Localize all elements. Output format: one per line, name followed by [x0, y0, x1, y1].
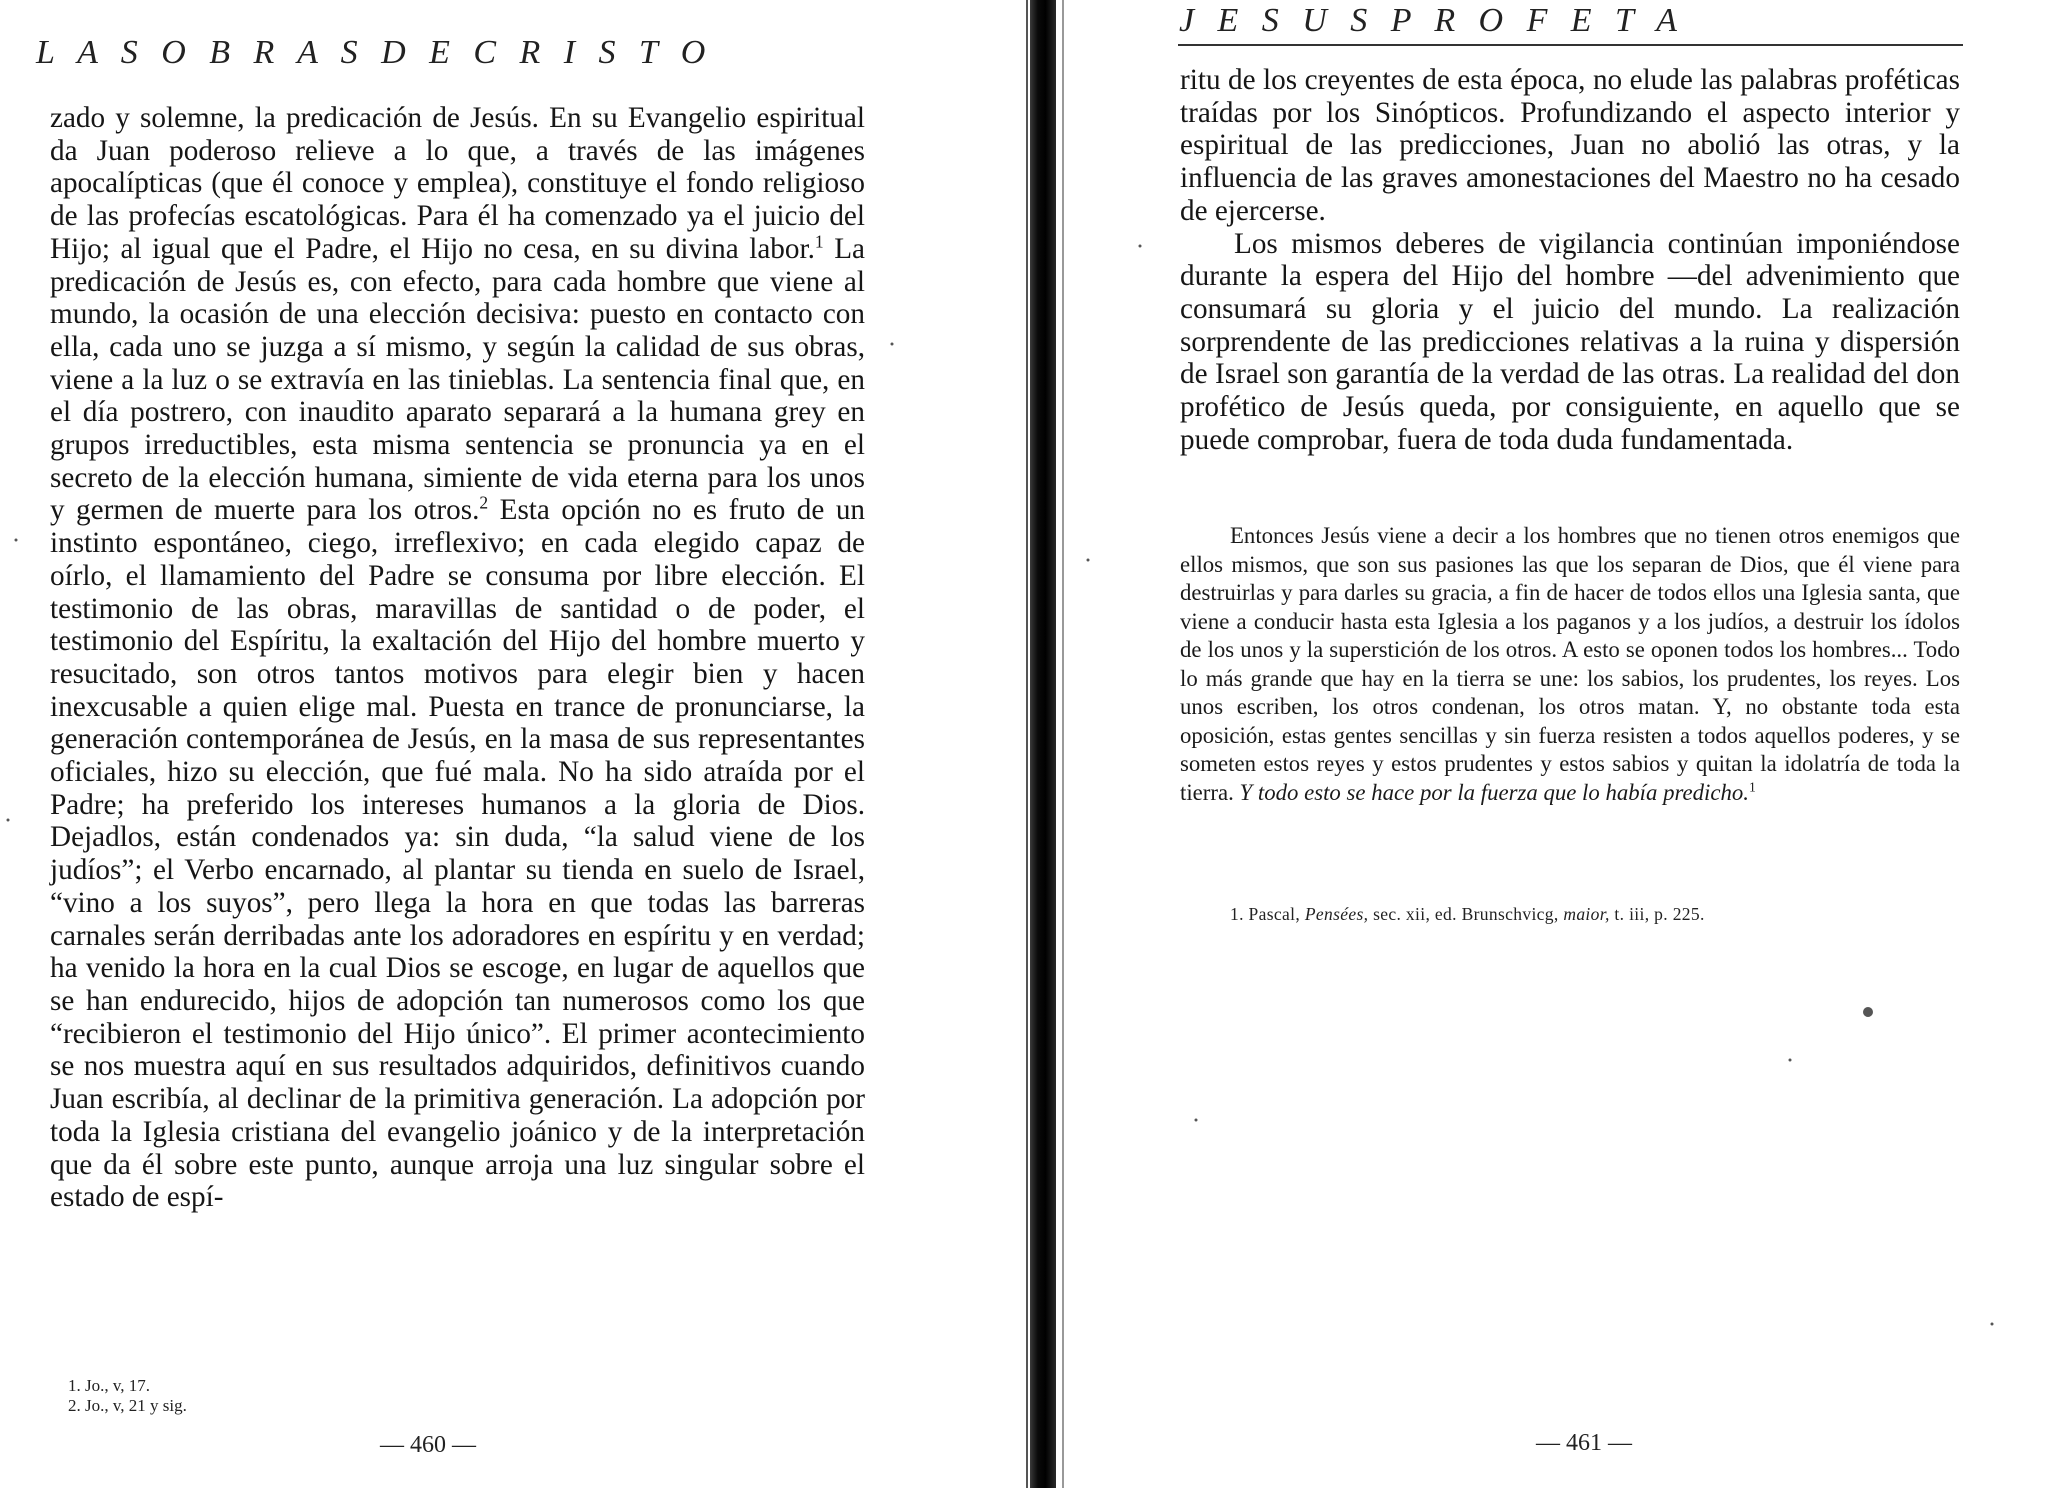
footnote-ref: 1 — [1749, 778, 1756, 794]
page-number-left: — 460 — — [380, 1432, 476, 1458]
footnote-right — [1230, 904, 1705, 924]
paragraph: Los mismos deberes de vigilancia continúan imponiéndose durante la espera del Hijo del hombre —del advenimiento que consumará su gloria y el juicio del mundo. La realización sorprendente de las predicciones relativas a la ruina y dispersión de Israel son garantía de la verdad de las otras. La realidad del don profético de Jesús queda, por consiguiente, en aquello que se puede comprobar, fuera de toda duda fundamentada. — [1180, 227, 1960, 456]
footnote-ref: 1 — [814, 231, 824, 252]
pascal-quotation — [1180, 522, 1960, 807]
paragraph — [50, 102, 865, 1214]
footnote-text: t. iii, p. 225. — [1609, 904, 1705, 924]
footnote-italic: maior, — [1563, 904, 1610, 924]
gutter-shadow — [1030, 0, 1056, 1488]
text-run: zado y solemne, la predicación de Jesús. En su Evangelio espiritual da Juan poderoso relieve a lo que, a través de las imágenes apocalípticas (que él conoce y emplea), constituye el fondo religioso de las profecías escatológicas. Para él ha comenzado ya el juicio del Hijo; al igual que el Padre, el Hijo no cesa, en su divina labor. — [50, 102, 865, 265]
page-edge — [1026, 0, 1028, 1488]
quotation-paragraph — [1180, 522, 1960, 807]
footnote-work-title: Pensées, — [1304, 904, 1369, 924]
page-edge — [1062, 0, 1064, 1488]
footnote: 2. Jo., v, 21 y sig. — [68, 1396, 187, 1415]
running-head-right: J E S U S P R O F E T A — [1179, 2, 1678, 39]
running-head-left: L A S O B R A S D E C R I S T O — [36, 34, 706, 71]
right-body-text — [1180, 64, 1960, 456]
book-gutter — [1022, 0, 1070, 1488]
footnotes-left — [68, 1376, 187, 1416]
left-body-text — [50, 102, 865, 1214]
quotation-text: Entonces Jesús viene a decir a los hombres que no tienen otros enemigos que ellos mismos, que son sus pasiones las que los separan de Dios, que él viene para destruirlas y para darles su gracia, a fin de hacer de todos ellos una Iglesia santa, que viene a conducir hasta esta Iglesia a los paganos y a los judíos, a destruir los ídolos de los unos y la superstición de los otros. A esto se oponen todos los hombres... Todo lo más grande que hay en la tierra se une: los sabios, los prudentes, los reyes. Los unos escriben, los otros condenan, los otros matan. Y, no obstante toda esta oposición, estas gentes sencillas y sin fuerza resisten a todos aquellos poderes, y se someten estos reyes y estos prudentes y estos sabios y quitan la idolatría de toda la tierra. — [1180, 523, 1960, 805]
footnote-text: 1. Pascal, — [1230, 904, 1305, 924]
quotation-italic: Y todo esto se hace por la fuerza que lo había predicho. — [1239, 779, 1750, 805]
footnote-text: sec. xii, ed. Brunschvicg, — [1368, 904, 1564, 924]
header-rule — [1178, 44, 1963, 46]
footnote-ref: 2 — [479, 492, 489, 513]
text-run: Esta opción no es fruto de un instinto espontáneo, ciego, irreflexivo; en cada elegido capaz de oírlo, el llamamiento del Padre se consuma por libre elección. El testimonio de las obras, maravillas de santidad o de poder, el testimonio del Espíritu, la exaltación del Hijo del hombre muerto y resucitado, son otros tantos motivos para elegir bien y hacen inexcusable a quien elige mal. Puesta en trance de pronunciarse, la generación contemporánea de Jesús, en la masa de sus representantes oficiales, hizo su elección, que fué mala. No ha sido atraída por el Padre; ha preferido los intereses humanos a la gloria de Dios. Dejadlos, están condenados ya: sin duda, “la salud viene de los judíos”; el Verbo encarnado, al plantar su tienda en suelo de Israel, “vino a los suyos”, pero llega la hora en que todas las barreras carnales serán derribadas ante los adoradores en espíritu y en verdad; ha venido la hora en la cual Dios se escoge, en lugar de aquellos que se han endurecido, hijos de adopción tan numerosos como los que “recibieron el testimonio del Hijo único”. El primer acontecimiento se nos muestra aquí en sus resultados adquiridos, definitivos cuando Juan escribía, al declinar de la primitiva generación. La adopción por toda la Iglesia cristiana del evangelio joánico y de la interpretación que da él sobre este punto, aunque arroja una luz singular sobre el estado de espí- — [50, 494, 866, 1214]
paragraph: ritu de los creyentes de esta época, no elude las palabras proféticas traídas por los Sinópticos. Profundizando el aspecto interior y espiritual de las predicciones, Juan no abolió las otras, y la influencia de las graves amonestaciones del Maestro no ha cesado de ejercerse. — [1180, 64, 1960, 227]
page-number-right: — 461 — — [1536, 1430, 1632, 1456]
text-run: La predicación de Jesús es, con efecto, para cada hombre que viene al mundo, la ocasión de una elección decisiva: puesto en contacto con ella, cada uno se juzga a sí mismo, y según la calidad de sus obras, viene a la luz o se extravía en las tinieblas. La sentencia final que, en el día postrero, con inaudito aparato separará a la humana grey en grupos irreductibles, esta misma sentencia se pronuncia ya en el secreto de la elección humana, simiente de vida eterna para los unos y germen de muerte para los otros. — [50, 232, 865, 527]
footnote: 1. Jo., v, 17. — [68, 1376, 151, 1395]
